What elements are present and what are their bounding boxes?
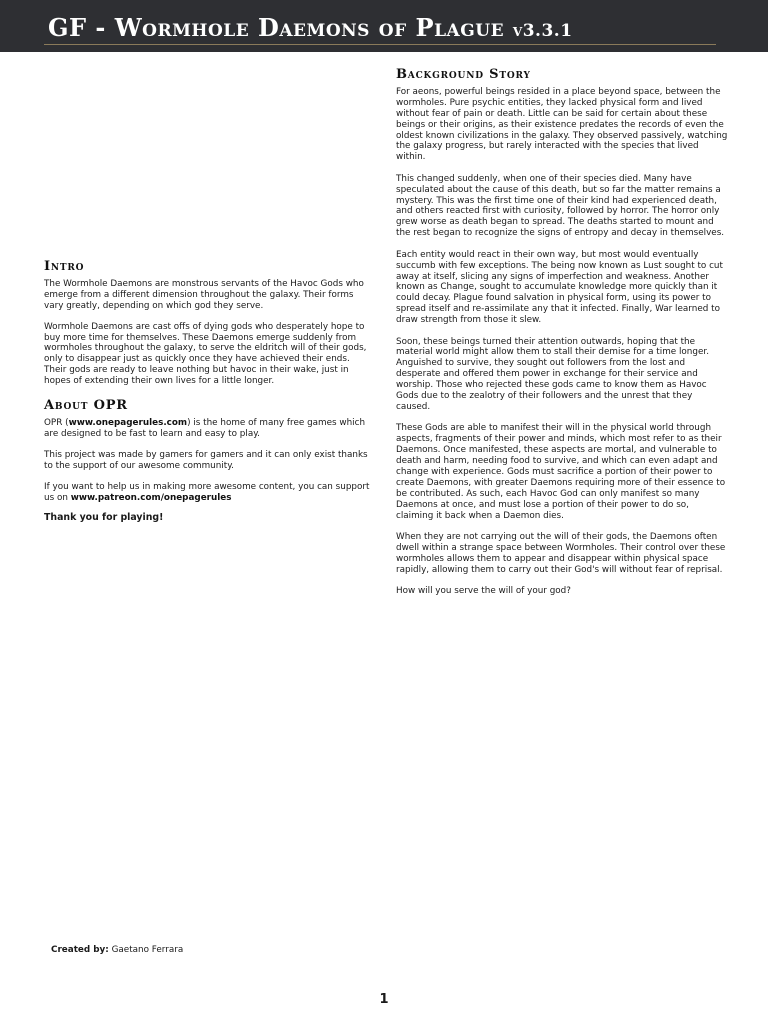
version-text: v3.3.1: [512, 21, 573, 41]
background-paragraph: For aeons, powerful beings resided in a place beyond space, between the wormholes. Pure psychic entities, they lacked physical form and lived without fear of pain or death. Little can be said for certain about these beings or their origins, as their existence predates the records of even the oldest known civilizations in the galaxy. They observed passively, watching the galaxy progress, but rarely interacted with the species that lived within.: [396, 86, 728, 163]
background-paragraph: This changed suddenly, when one of their species died. Many have speculated about the cause of this death, but so far the matter remains a mystery. This was the first time one of their kind had experienced death, and others reacted first with curiosity, followed by horror. The horror only grew worse as death began to spread. The deaths started to mount and the rest began to recognize the signs of entropy and decay in themselves.: [396, 173, 725, 239]
background-paragraph: When they are not carrying out the will of their gods, the Daemons often dwell within a strange space between Wormholes. Their control over these wormholes allows them to appear and disappear within physical space rapidly, allowing them to carry out their God's will without fear of reprisal.: [396, 532, 726, 575]
background-paragraph: These Gods are able to manifest their will in the physical world through aspects, fragments of their power and minds, which most refer to as their Daemons. Once manifested, these aspects are mortal, and vulnerable to death and harm, needing food to survive, and which can even adapt and change with experience. Gods must sacrifice a portion of their power to create Daemons, with greater Daemons requiring more of their essence to be contributed. As such, each Havoc God can only manifest so many Daemons at once, and must lose a portion of their power to do so, claiming it back when a Daemon dies.: [396, 423, 726, 521]
page-header: [0, 0, 768, 52]
page-number: 1: [379, 992, 389, 1007]
about-paragraph: This project was made by gamers for gamers and it can only exist thanks to the support of our awesome community.: [44, 449, 368, 471]
intro-heading: Intro: [44, 259, 85, 274]
thanks-text: Thank you for playing!: [44, 512, 164, 524]
about-paragraph: [44, 482, 374, 504]
about-text: If you want to help us in making more awesome content, you can support us on: [44, 481, 370, 503]
about-text: ) is the home of many free games which are designed to be fast to learn and easy to play.: [44, 417, 366, 439]
title-text: GF - Wormhole Daemons of Plague: [48, 13, 505, 42]
author-name: Gaetano Ferrara: [111, 945, 184, 955]
background-paragraph: Each entity would react in their own way, but most would eventually succumb with few exceptions. The being now known as Lust sought to cut away at itself, slicing any signs of imperfection and weakness. Another known as Change, sought to accumulate knowledge more quickly than it could decay. Plague found salvation in physical form, using its power to spread itself and re-assimilate any that it infected. Finally, War learned to draw strength from those it slew.: [396, 249, 723, 326]
header-divider: [44, 44, 716, 45]
about-text: OPR (: [44, 417, 69, 428]
about-paragraph: [44, 418, 374, 440]
about-heading: About OPR: [44, 398, 128, 414]
left-column: [44, 259, 374, 534]
intro-paragraph: The Wormhole Daemons are monstrous servants of the Havoc Gods who emerge from a different dimension throughout the galaxy. Their forms vary greatly, depending on which god they serve.: [44, 278, 364, 311]
intro-paragraph: Wormhole Daemons are cast offs of dying gods who desperately hope to buy more time for themselves. These Daemons emerge suddenly from wormholes throughout the galaxy, to serve the eldritch will of their gods, only to disappear just as quickly once they have achieved their ends. Their gods are ready to leave nothing but havoc in their wake, just in hopes of extending their own lives for a little longer.: [44, 321, 367, 387]
background-paragraph: How will you serve the will of your god?: [396, 586, 571, 597]
credits: [51, 945, 183, 955]
background-paragraph: Soon, these beings turned their attention outwards, hoping that the material world might allow them to stall their demise for a time longer. Anguished to survive, they sought out followers from the lost and desperate and offered them power in exchange for their service and worship. Those who rejected these gods came to know them as Havoc Gods due to the zealotry of their followers and the unrest that they caused.: [396, 336, 709, 412]
background-heading: Background Story: [396, 67, 531, 82]
opr-website-link[interactable]: www.onepagerules.com: [68, 417, 188, 428]
document-title: [48, 13, 573, 42]
created-by-label: Created by:: [51, 945, 109, 955]
patreon-link[interactable]: www.patreon.com/onepagerules: [70, 492, 232, 503]
right-column: [396, 67, 728, 608]
